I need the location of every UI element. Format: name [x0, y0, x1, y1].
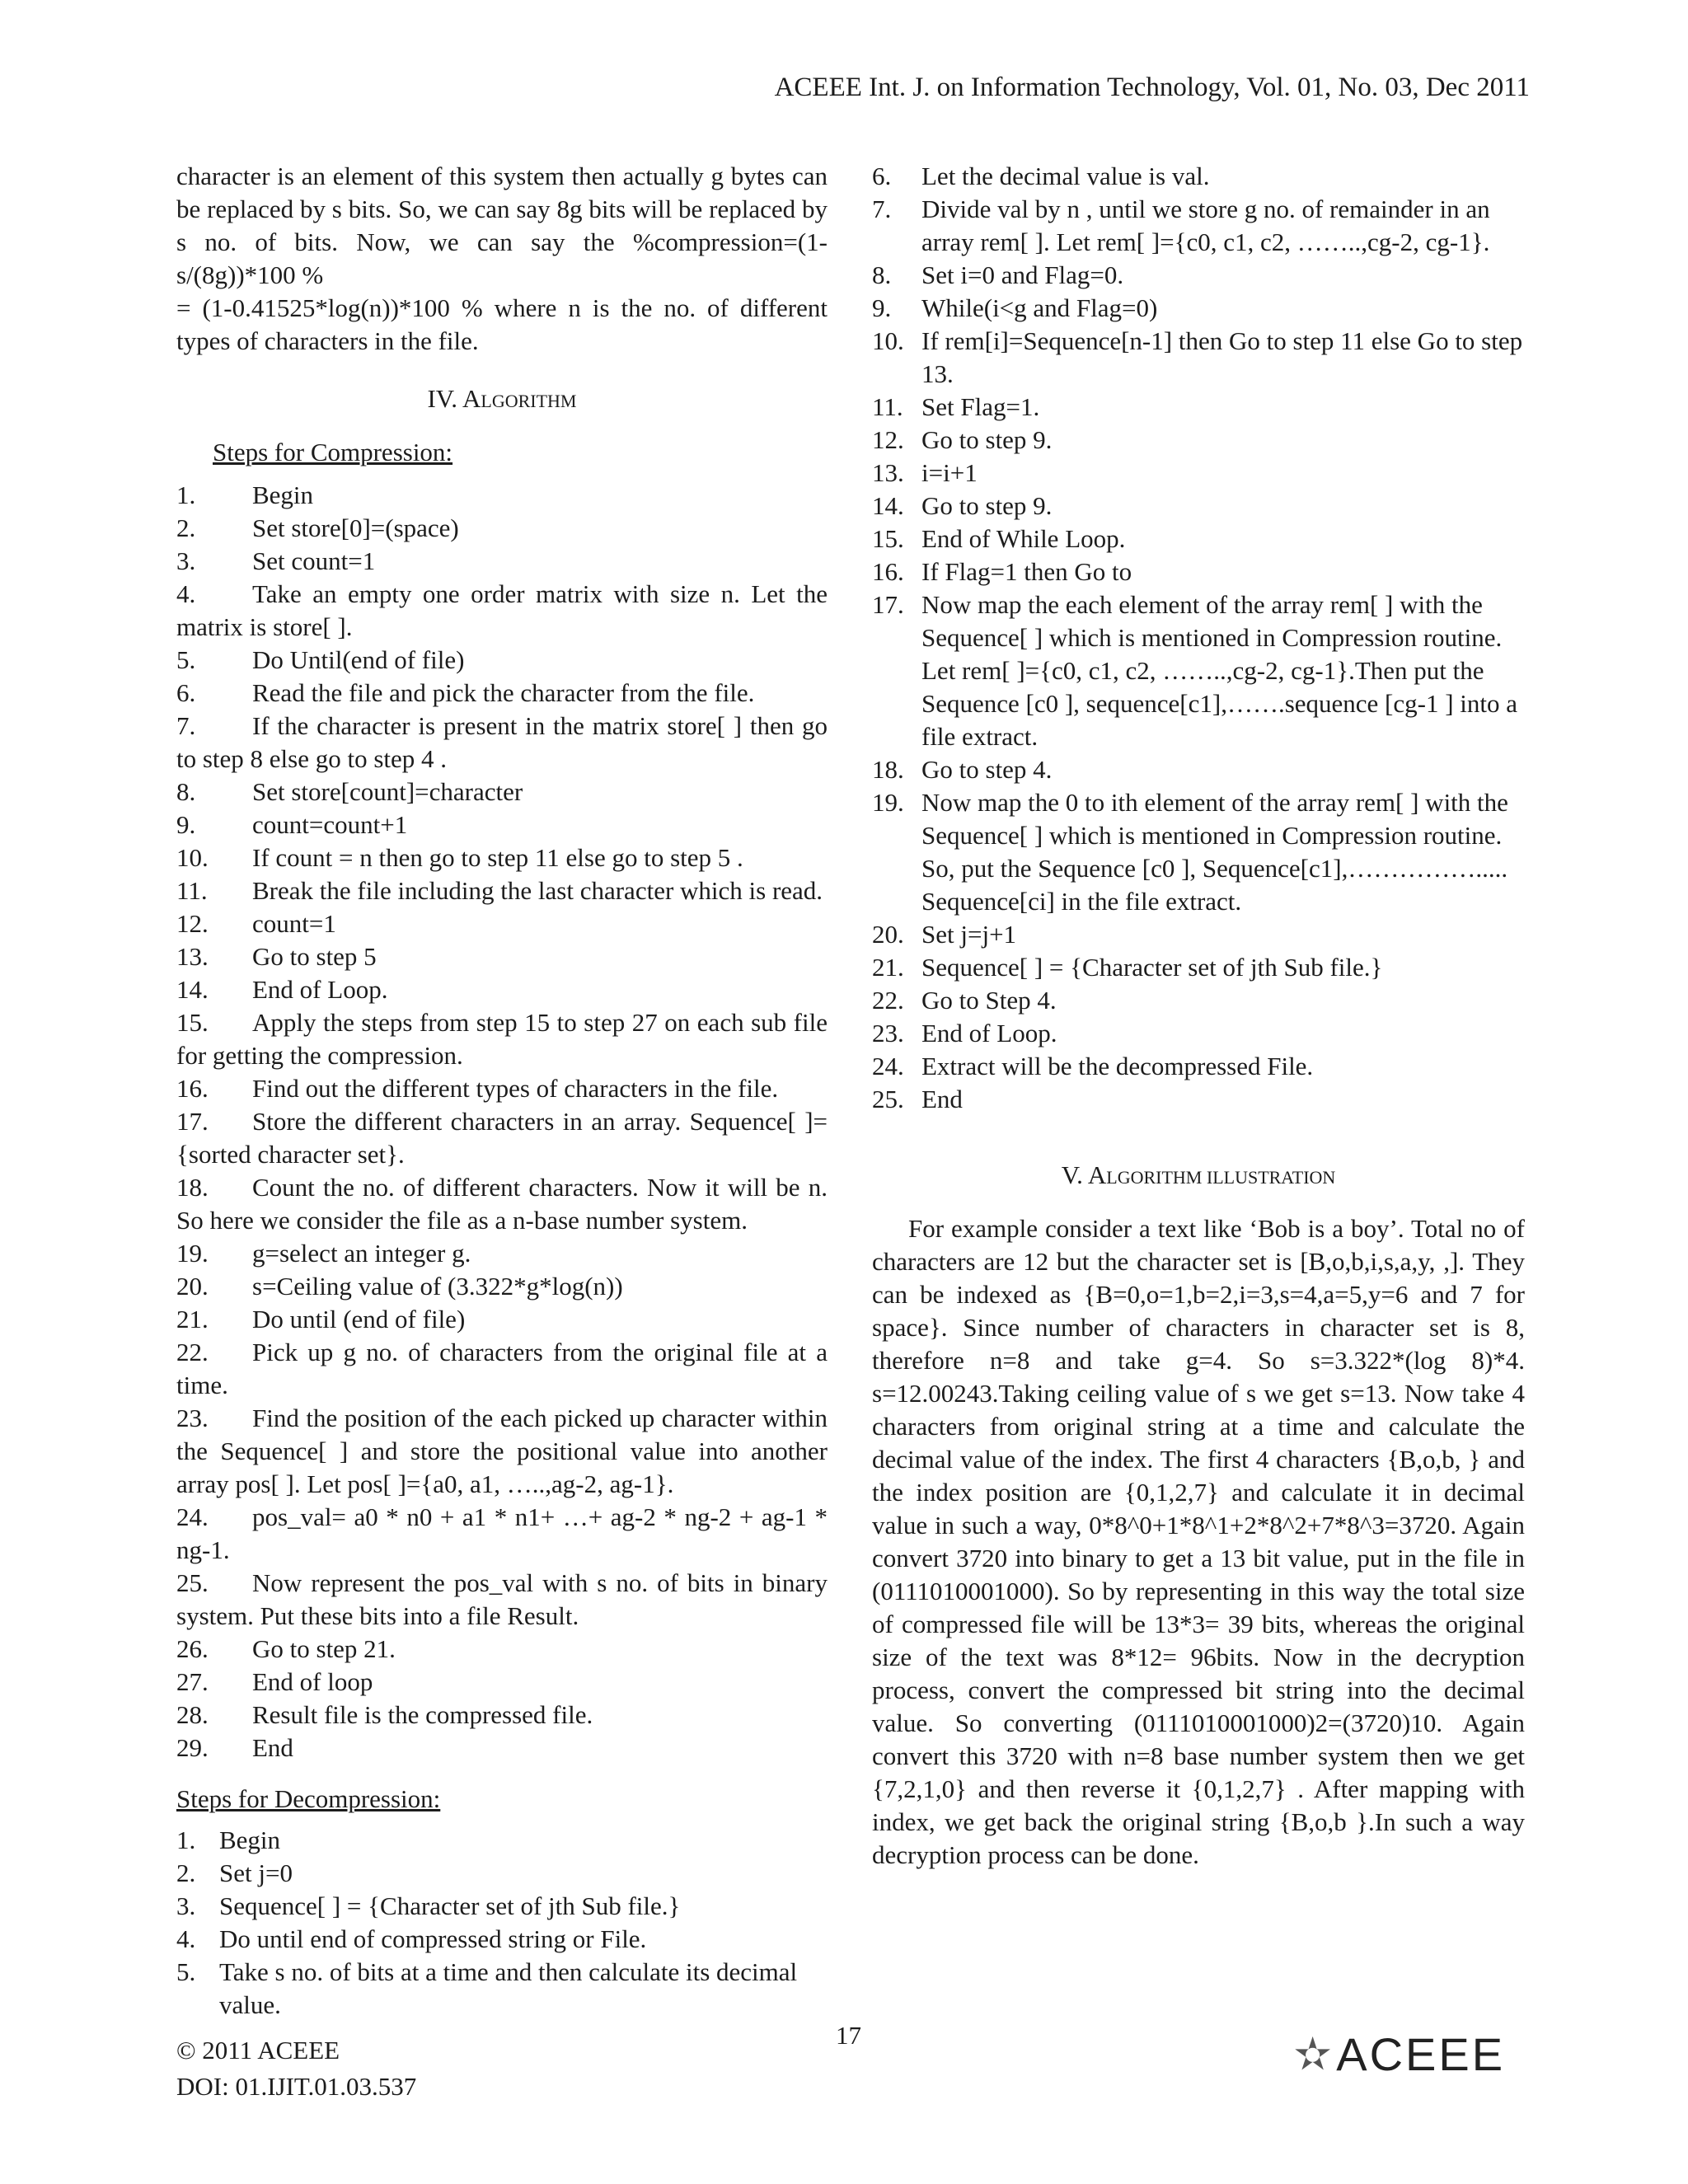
step-text: Begin: [252, 480, 314, 509]
star-icon: ✫: [1294, 2030, 1332, 2079]
step-item: [176, 1567, 828, 1633]
step-text: Now map the each element of the array rem[ ] with the Sequence[ ] which is mentioned in Compression routine. Let rem[ ]={c0, c1, c2, ……..,cg-2, cg-1}.Then put the Sequence [c0 ], sequence[c1],…….sequence [cg-1 ] into a file extract.: [921, 590, 1518, 751]
step-item: [872, 259, 1525, 292]
step-number: 20.: [176, 1272, 209, 1301]
step-number: 4.: [176, 579, 196, 608]
step-number: 6.: [872, 162, 892, 190]
step-item: [176, 710, 828, 776]
step-item: [872, 786, 1525, 918]
step-item: [176, 1105, 828, 1171]
step-number: 2.: [176, 513, 196, 542]
step-number: 19.: [176, 1239, 209, 1268]
step-text: Store the different characters in an array. Sequence[ ]={sorted character set}.: [176, 1107, 828, 1169]
step-text: Go to Step 4.: [921, 986, 1057, 1015]
step-item: [872, 490, 1525, 523]
intro-paragraph-2: = (1-0.41525*log(n))*100 % where n is the no. of different types of characters in the file.: [176, 293, 828, 355]
step-number: 25.: [176, 1568, 209, 1597]
step-number: 29.: [176, 1733, 209, 1762]
step-item: [872, 292, 1525, 325]
step-text: Let the decimal value is val.: [921, 162, 1210, 190]
decompression-steps-continued: [872, 160, 1525, 1116]
page-number: 17: [836, 2021, 861, 2050]
step-item: [872, 753, 1525, 786]
decompression-title: Steps for Decompression:: [176, 1784, 441, 1813]
step-text: Do Until(end of file): [252, 645, 465, 674]
step-number: 13.: [176, 942, 209, 971]
step-number: 28.: [176, 1700, 209, 1729]
step-number: 23.: [176, 1404, 209, 1432]
step-item: [872, 1050, 1525, 1083]
step-text: Sequence[ ] = {Character set of jth Sub file.}: [219, 1891, 681, 1920]
step-text: Set j=0: [219, 1858, 293, 1887]
step-number: 16.: [176, 1074, 209, 1103]
step-number: 8.: [872, 260, 892, 289]
step-number: 17.: [872, 590, 904, 619]
step-item: [176, 1666, 828, 1699]
step-number: 11.: [872, 392, 903, 421]
step-text: Read the file and pick the character from the file.: [252, 678, 755, 707]
step-number: 10.: [872, 326, 904, 355]
step-number: 2.: [176, 1858, 196, 1887]
step-text: If Flag=1 then Go to: [921, 557, 1132, 586]
step-text: Divide val by n , until we store g no. of remainder in an array rem[ ]. Let rem[ ]={c0, c1, c2, ……..,cg-2, cg-1}.: [921, 194, 1490, 256]
step-item: [872, 1083, 1525, 1116]
right-column: [872, 160, 1525, 1872]
step-text: Set i=0 and Flag=0.: [921, 260, 1124, 289]
step-text: Set Flag=1.: [921, 392, 1040, 421]
step-text: Break the file including the last character which is read.: [252, 876, 823, 905]
compression-title: Steps for Compression:: [213, 438, 453, 466]
step-number: 1.: [176, 480, 196, 509]
step-item: [872, 391, 1525, 424]
step-text: While(i<g and Flag=0): [921, 293, 1158, 322]
left-column: [176, 160, 828, 2022]
step-item: [176, 1824, 828, 1857]
compression-steps: [176, 479, 828, 1765]
step-text: Now map the 0 to ith element of the array rem[ ] with the Sequence[ ] which is mentioned in Compression routine. So, put the Sequence [c0 ], Sequence[c1],……………..... Sequence[ci] in the file extract.: [921, 788, 1508, 916]
step-number: 7.: [872, 194, 892, 223]
step-text: i=i+1: [921, 458, 978, 487]
aceee-logo: [1294, 2027, 1505, 2081]
step-item: [176, 776, 828, 808]
step-number: 24.: [872, 1052, 904, 1080]
step-item: [176, 1237, 828, 1270]
step-text: s=Ceiling value of (3.322*g*log(n)): [252, 1272, 623, 1301]
step-item: [176, 1890, 828, 1923]
step-item: [872, 160, 1525, 193]
step-item: [176, 1633, 828, 1666]
step-item: [176, 644, 828, 677]
step-text: Find the position of the each picked up character within the Sequence[ ] and store the positional value into another array pos[ ]. Let pos[ ]={a0, a1, …..,ag-2, ag-1}.: [176, 1404, 828, 1498]
step-number: 24.: [176, 1502, 209, 1531]
step-number: 6.: [176, 678, 196, 707]
step-number: 22.: [176, 1338, 209, 1366]
step-number: 10.: [176, 843, 209, 872]
step-number: 19.: [872, 788, 904, 817]
step-text: Go to step 4.: [921, 755, 1053, 784]
step-item: [872, 588, 1525, 753]
step-text: Result file is the compressed file.: [252, 1700, 593, 1729]
step-item: [872, 984, 1525, 1017]
step-text: Set count=1: [252, 546, 376, 575]
step-number: 1.: [176, 1825, 196, 1854]
step-text: Set j=j+1: [921, 920, 1017, 949]
step-text: Set store[0]=(space): [252, 513, 459, 542]
step-item: [176, 1699, 828, 1732]
step-text: Do until (end of file): [252, 1305, 466, 1333]
step-item: [176, 578, 828, 644]
step-number: 4.: [176, 1924, 196, 1953]
step-text: If count = n then go to step 11 else go to step 5 .: [252, 843, 743, 872]
step-item: [872, 951, 1525, 984]
step-item: [872, 325, 1525, 391]
step-item: [176, 1336, 828, 1402]
step-item: [872, 457, 1525, 490]
step-number: 14.: [176, 975, 209, 1004]
step-text: End of Loop.: [252, 975, 388, 1004]
step-number: 23.: [872, 1019, 904, 1047]
step-number: 3.: [176, 1891, 196, 1920]
step-text: Do until end of compressed string or File.: [219, 1924, 647, 1953]
step-text: Now represent the pos_val with s no. of bits in binary system. Put these bits into a file Result.: [176, 1568, 828, 1630]
step-text: Go to step 9.: [921, 491, 1053, 520]
step-number: 14.: [872, 491, 904, 520]
step-item: [872, 555, 1525, 588]
step-number: 27.: [176, 1667, 209, 1696]
step-item: [872, 918, 1525, 951]
step-number: 21.: [176, 1305, 209, 1333]
step-text: Take s no. of bits at a time and then calculate its decimal value.: [219, 1957, 798, 2019]
step-text: pos_val= a0 * n0 + a1 * n1+ …+ ag-2 * ng-2 + ag-1 * ng-1.: [176, 1502, 828, 1564]
step-item: [176, 907, 828, 940]
journal-header: ACEEE Int. J. on Information Technology, Vol. 01, No. 03, Dec 2011: [774, 73, 1530, 102]
step-item: [176, 1402, 828, 1501]
decompression-steps: [176, 1824, 828, 2022]
step-text: Go to step 9.: [921, 425, 1053, 454]
step-text: Take an empty one order matrix with size n. Let the matrix is store[ ].: [176, 579, 828, 641]
step-text: Count the no. of different characters. Now it will be n. So here we consider the file as a n-base number system.: [176, 1173, 828, 1235]
doi: DOI: 01.IJIT.01.03.537: [176, 2072, 417, 2101]
step-number: 13.: [872, 458, 904, 487]
step-item: [176, 1501, 828, 1567]
step-item: [872, 424, 1525, 457]
step-number: 18.: [176, 1173, 209, 1202]
step-item: [872, 1017, 1525, 1050]
step-number: 16.: [872, 557, 904, 586]
step-number: 11.: [176, 876, 208, 905]
logo-text: ACEEE: [1336, 2028, 1506, 2080]
step-number: 9.: [872, 293, 892, 322]
step-item: [176, 1956, 828, 2022]
step-item: [176, 1171, 828, 1237]
section-title-algorithm: IV. ALGORITHM: [427, 384, 577, 413]
step-text: Go to step 5: [252, 942, 377, 971]
step-item: [176, 874, 828, 907]
step-number: 17.: [176, 1107, 209, 1136]
step-text: Extract will be the decompressed File.: [921, 1052, 1314, 1080]
step-text: End of Loop.: [921, 1019, 1057, 1047]
illustration-paragraph: For example consider a text like ‘Bob is a boy’. Total no of characters are 12 but the character set is [B,o,b,i,s,a,y, ,]. They can be indexed as {B=0,o=1,b=2,i=3,s=4,a=5,y=6 and 7 for space}. Since number of characters in character set is 8, therefore n=8 and take g=4. So s=3.322*(log 8)*4. s=12.00243.Taking ceiling value of s we get s=13. Now take 4 characters from original string at a time and calculate the decimal value of the index. The first 4 characters {B,o,b, } and the index position are {0,1,2,7} and calculate it in decimal value in such a way, 0*8^0+1*8^1+2*8^2+7*8^3=3720. Again convert 3720 into binary to get a 13 bit value, put in the file in (0111010001000). So by representing in this way the total size of compressed file will be 13*3= 39 bits, whereas the original size of the text was 8*12= 96bits. Now in the decryption process, convert the compressed bit string into the decimal value. So converting (0111010001000)2=(3720)10. Again convert this 3720 with n=8 base number system then we get {7,2,1,0} and then reverse it {0,1,2,7} . After mapping with index, we get back the original string {B,o,b }.In such a way decryption process can be done.: [872, 1214, 1525, 1869]
step-item: [176, 1006, 828, 1072]
step-number: 7.: [176, 711, 196, 740]
step-text: Find out the different types of characters in the file.: [252, 1074, 779, 1103]
step-item: [176, 940, 828, 973]
section-title-illustration: V. ALGORITHM ILLUSTRATION: [1061, 1160, 1336, 1189]
step-item: [872, 523, 1525, 555]
step-text: End: [921, 1085, 963, 1113]
step-number: 15.: [872, 524, 904, 553]
step-number: 22.: [872, 986, 904, 1015]
step-number: 5.: [176, 645, 196, 674]
step-item: [176, 545, 828, 578]
step-item: [176, 1923, 828, 1956]
step-item: [176, 1732, 828, 1765]
step-number: 3.: [176, 546, 196, 575]
step-number: 12.: [872, 425, 904, 454]
step-text: End of While Loop.: [921, 524, 1126, 553]
step-item: [176, 1270, 828, 1303]
step-number: 26.: [176, 1634, 209, 1663]
step-item: [176, 512, 828, 545]
step-item: [176, 479, 828, 512]
step-text: count=1: [252, 909, 336, 938]
step-number: 18.: [872, 755, 904, 784]
step-item: [176, 1303, 828, 1336]
step-number: 15.: [176, 1008, 209, 1037]
step-number: 25.: [872, 1085, 904, 1113]
step-number: 8.: [176, 777, 196, 806]
step-item: [176, 808, 828, 841]
step-text: Sequence[ ] = {Character set of jth Sub file.}: [921, 953, 1383, 982]
copyright: © 2011 ACEEE: [176, 2036, 340, 2064]
step-text: End: [252, 1733, 293, 1762]
step-text: If the character is present in the matrix store[ ] then go to step 8 else go to step 4 .: [176, 711, 828, 773]
step-number: 12.: [176, 909, 209, 938]
intro-paragraph-1: character is an element of this system then actually g bytes can be replaced by s bits. So, we can say 8g bits will be replaced by s no. of bits. Now, we can say the %compression=(1-s/(8g))*100 %: [176, 162, 828, 289]
step-text: g=select an integer g.: [252, 1239, 471, 1268]
step-text: count=count+1: [252, 810, 408, 839]
footer-info: [176, 2032, 416, 2105]
step-number: 5.: [176, 1957, 196, 1986]
step-number: 20.: [872, 920, 904, 949]
step-text: Apply the steps from step 15 to step 27 on each sub file for getting the compression.: [176, 1008, 828, 1070]
step-item: [176, 1072, 828, 1105]
step-text: Pick up g no. of characters from the original file at a time.: [176, 1338, 828, 1399]
step-item: [176, 677, 828, 710]
step-item: [176, 1857, 828, 1890]
step-text: If rem[i]=Sequence[n-1] then Go to step 11 else Go to step 13.: [921, 326, 1523, 388]
step-item: [872, 193, 1525, 259]
step-text: End of loop: [252, 1667, 373, 1696]
step-text: Go to step 21.: [252, 1634, 396, 1663]
step-item: [176, 841, 828, 874]
step-text: Begin: [219, 1825, 281, 1854]
step-text: Set store[count]=character: [252, 777, 523, 806]
step-item: [176, 973, 828, 1006]
step-number: 9.: [176, 810, 196, 839]
step-number: 21.: [872, 953, 904, 982]
